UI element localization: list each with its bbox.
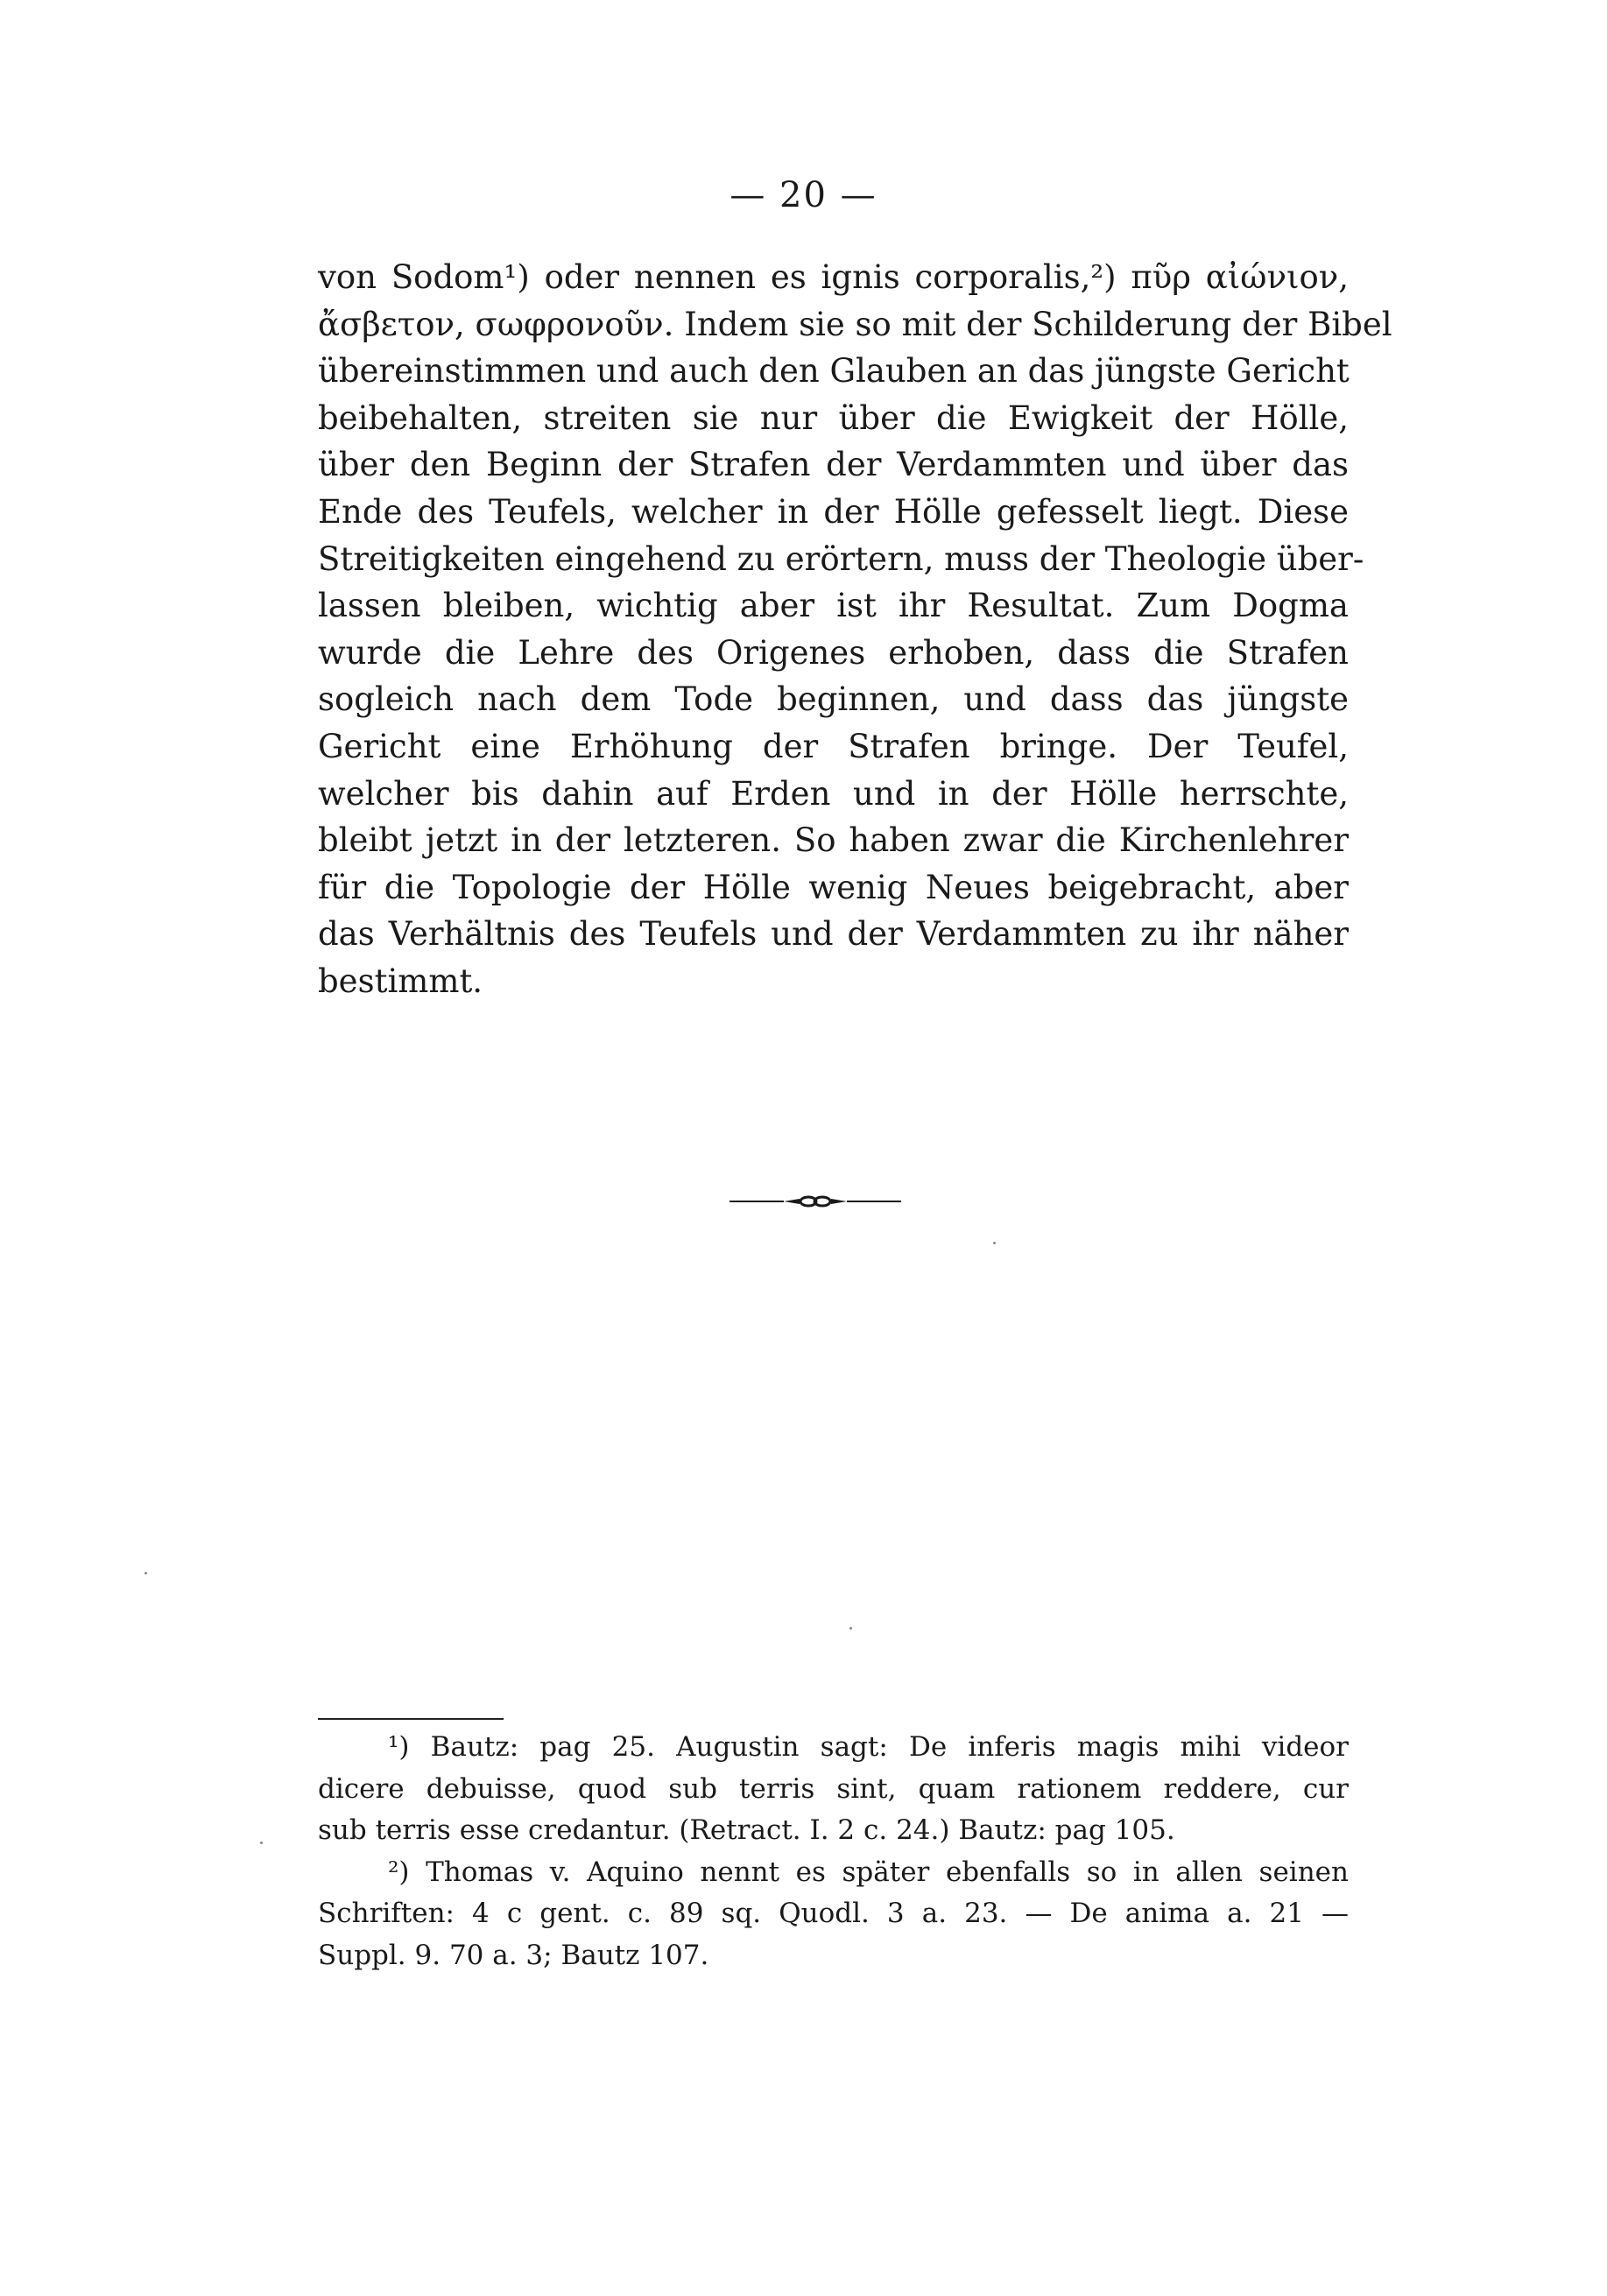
page-number: — 20 — xyxy=(729,175,878,215)
scan-speck xyxy=(260,1842,263,1844)
body-line: Gericht eine Erhöhung der Strafen bringe. Der Teufel, xyxy=(318,727,1349,765)
body-line: von Sodom¹) oder nennen es ignis corporalis,²) πῦρ αἰώνιον, xyxy=(318,258,1349,296)
body-text xyxy=(318,254,1392,1005)
footnote-line: ¹) Bautz: pag 25. Augustin sagt: De inferis magis mihi videor xyxy=(388,1731,1349,1763)
scan-speck xyxy=(849,1627,852,1630)
section-divider-ornament-icon xyxy=(729,1194,901,1208)
scan-speck xyxy=(144,1572,147,1574)
body-line: Ende des Teufels, welcher in der Hölle gefesselt liegt. Diese xyxy=(318,492,1349,531)
body-line: bleibt jetzt in der letzteren. So haben zwar die Kirchenlehrer xyxy=(318,821,1349,860)
body-line: beibehalten, streiten sie nur über die Ewigkeit der Hölle, xyxy=(318,398,1349,437)
footnote-line: Suppl. 9. 70 a. 3; Bautz 107. xyxy=(318,1939,709,1971)
footnote-line: Schriften: 4 c gent. c. 89 sq. Quodl. 3 a. 23. — De anima a. 21 — xyxy=(318,1898,1349,1929)
body-line: übereinstimmen und auch den Glauben an das jüngste Gericht xyxy=(318,352,1350,391)
scan-speck xyxy=(993,1242,996,1244)
body-line: wurde die Lehre des Origenes erhoben, dass die Strafen xyxy=(318,633,1349,672)
body-line: Streitigkeiten eingehend zu erörtern, muss der Theologie über- xyxy=(318,539,1364,578)
body-line: ἄσβετον, σωφρονοῦν. Indem sie so mit der Schilderung der Bibel xyxy=(318,305,1392,343)
footnote-line: sub terris esse credantur. (Retract. I. 2 c. 24.) Bautz: pag 105. xyxy=(318,1814,1175,1846)
body-line: das Verhältnis des Teufels und der Verdammten zu ihr näher xyxy=(318,915,1349,954)
footnote-line: ²) Thomas v. Aquino nennt es später ebenfalls so in allen seinen xyxy=(388,1856,1349,1888)
body-line: lassen bleiben, wichtig aber ist ihr Resultat. Zum Dogma xyxy=(318,587,1349,625)
footnote-line: dicere debuisse, quod sub terris sint, quam rationem reddere, cur xyxy=(318,1772,1349,1805)
body-line: über den Beginn der Strafen der Verdammten und über das xyxy=(318,446,1349,484)
footnote-divider xyxy=(318,1718,504,1720)
footnotes xyxy=(318,1727,1349,1976)
body-line: welcher bis dahin auf Erden und in der Hölle herrschte, xyxy=(318,774,1349,813)
body-line: sogleich nach dem Tode beginnen, und dass das jüngste xyxy=(318,680,1349,719)
body-line: bestimmt. xyxy=(318,961,483,1000)
body-line: für die Topologie der Hölle wenig Neues beigebracht, aber xyxy=(318,868,1349,906)
